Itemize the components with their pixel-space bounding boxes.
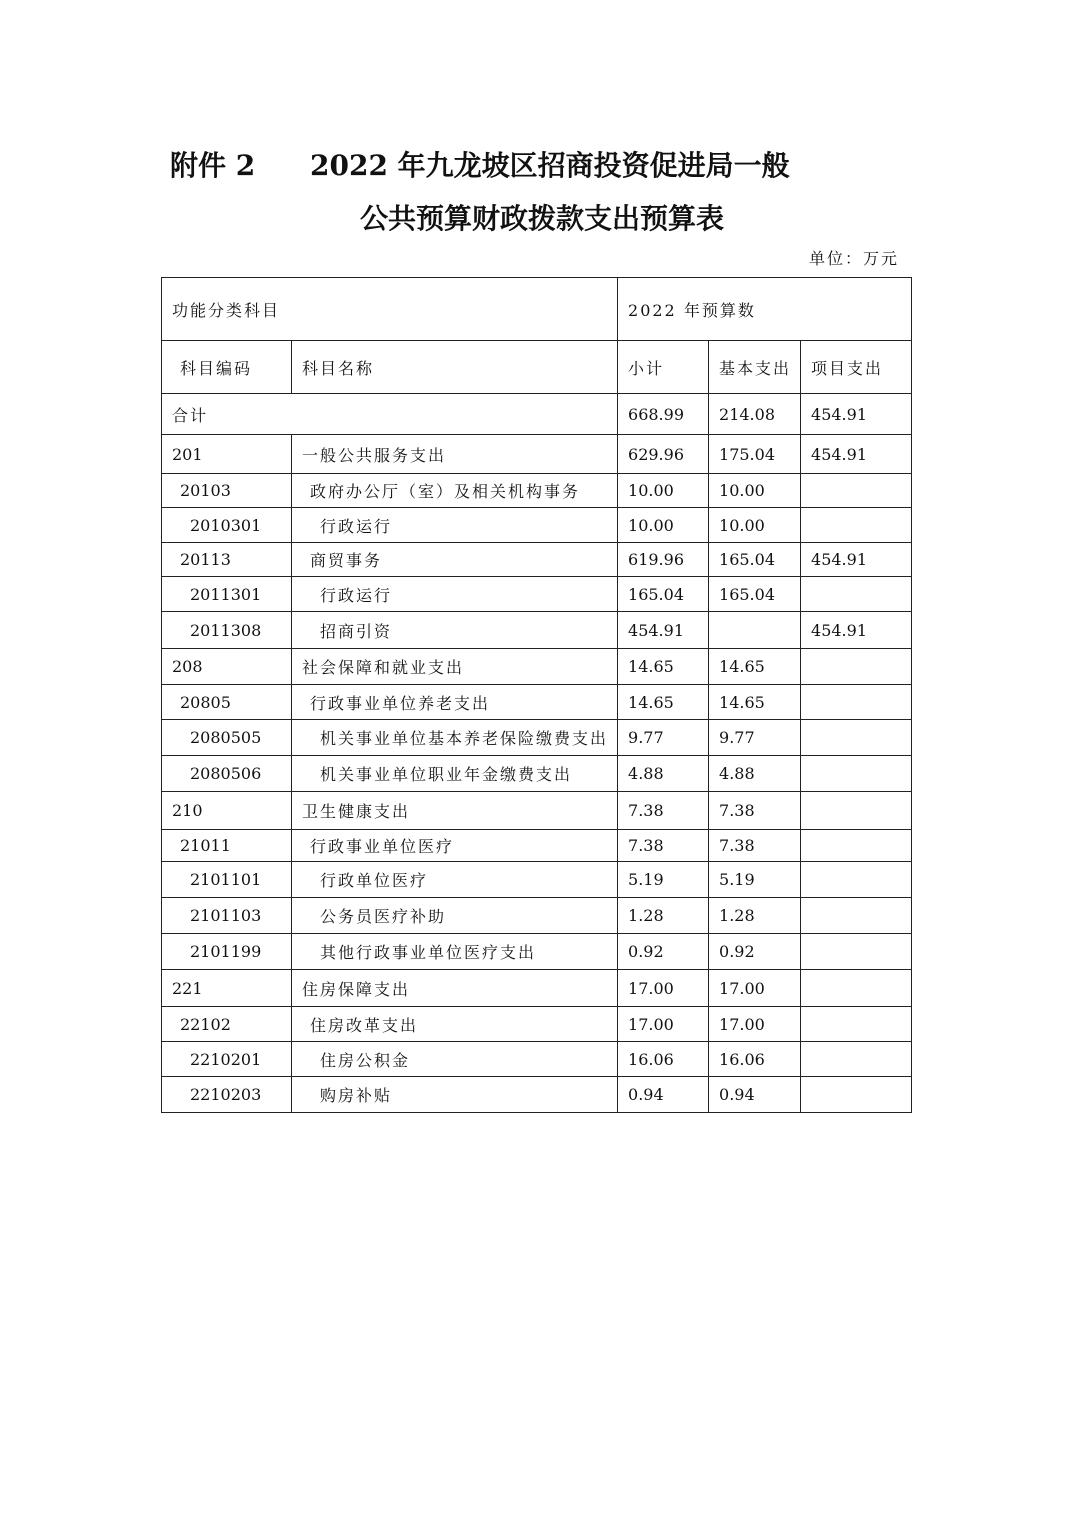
subtotal-value: 0.92 <box>618 934 709 970</box>
subtotal-value: 7.38 <box>618 792 709 830</box>
subtotal-value: 4.88 <box>618 756 709 792</box>
table-row <box>162 1042 912 1077</box>
project-expense-value <box>801 970 912 1007</box>
table-row <box>162 543 912 577</box>
subject-name: 行政运行 <box>292 508 618 543</box>
header-code: 科目编码 <box>162 341 292 394</box>
table-row <box>162 1077 912 1113</box>
header-basic: 基本支出 <box>709 341 801 394</box>
unit-label: 单位：万元 <box>808 249 899 268</box>
subject-code: 2011301 <box>162 577 292 612</box>
subject-code: 2101199 <box>162 934 292 970</box>
budget-table <box>161 277 912 1113</box>
subtotal-value: 17.00 <box>618 970 709 1007</box>
table-row <box>162 862 912 898</box>
subject-name: 卫生健康支出 <box>292 792 618 830</box>
subject-name: 住房保障支出 <box>292 970 618 1007</box>
subject-code: 20805 <box>162 685 292 720</box>
subject-name: 行政事业单位医疗 <box>292 830 618 862</box>
subject-name: 行政事业单位养老支出 <box>292 685 618 720</box>
total-subtotal: 668.99 <box>618 394 709 435</box>
table-row <box>162 577 912 612</box>
subtotal-value: 619.96 <box>618 543 709 577</box>
subject-code: 21011 <box>162 830 292 862</box>
subject-code: 20103 <box>162 474 292 508</box>
subject-code: 208 <box>162 649 292 685</box>
subtotal-value: 1.28 <box>618 898 709 934</box>
subtotal-value: 9.77 <box>618 720 709 756</box>
basic-expense-value: 10.00 <box>709 508 801 543</box>
project-expense-value <box>801 830 912 862</box>
project-expense-value <box>801 1007 912 1042</box>
subtotal-value: 14.65 <box>618 685 709 720</box>
title-line-2-wrap <box>0 197 1074 241</box>
table-row <box>162 830 912 862</box>
subject-name: 商贸事务 <box>292 543 618 577</box>
subject-code: 2210201 <box>162 1042 292 1077</box>
table-row <box>162 435 912 474</box>
header-project: 项目支出 <box>801 341 912 394</box>
basic-expense-value: 175.04 <box>709 435 801 474</box>
subtotal-value: 14.65 <box>618 649 709 685</box>
subject-name: 行政运行 <box>292 577 618 612</box>
basic-expense-value: 0.94 <box>709 1077 801 1113</box>
subject-code: 2080506 <box>162 756 292 792</box>
header-name: 科目名称 <box>292 341 618 394</box>
subject-name: 住房改革支出 <box>292 1007 618 1042</box>
subject-name: 机关事业单位基本养老保险缴费支出 <box>292 720 618 756</box>
project-expense-value <box>801 898 912 934</box>
total-basic: 214.08 <box>709 394 801 435</box>
project-expense-value <box>801 577 912 612</box>
header-function-category: 功能分类科目 <box>162 278 618 341</box>
subject-name: 机关事业单位职业年金缴费支出 <box>292 756 618 792</box>
subtotal-value: 10.00 <box>618 508 709 543</box>
subject-code: 2101101 <box>162 862 292 898</box>
basic-expense-value: 7.38 <box>709 830 801 862</box>
basic-expense-value <box>709 612 801 649</box>
subject-name: 住房公积金 <box>292 1042 618 1077</box>
header-subtotal: 小计 <box>618 341 709 394</box>
total-label: 合计 <box>162 394 618 435</box>
subtotal-value: 17.00 <box>618 1007 709 1042</box>
basic-expense-value: 17.00 <box>709 970 801 1007</box>
subject-name: 公务员医疗补助 <box>292 898 618 934</box>
subtotal-value: 165.04 <box>618 577 709 612</box>
title-line-1: 2022 年九龙坡区招商投资促进局一般 <box>310 149 790 182</box>
project-expense-value <box>801 1077 912 1113</box>
project-expense-value: 454.91 <box>801 612 912 649</box>
subject-code: 210 <box>162 792 292 830</box>
table-row <box>162 474 912 508</box>
subtotal-value: 5.19 <box>618 862 709 898</box>
subject-name: 行政单位医疗 <box>292 862 618 898</box>
table-row <box>162 612 912 649</box>
table-row <box>162 898 912 934</box>
basic-expense-value: 7.38 <box>709 792 801 830</box>
subject-code: 20113 <box>162 543 292 577</box>
subject-code: 2010301 <box>162 508 292 543</box>
basic-expense-value: 5.19 <box>709 862 801 898</box>
subtotal-value: 454.91 <box>618 612 709 649</box>
project-expense-value <box>801 508 912 543</box>
basic-expense-value: 14.65 <box>709 685 801 720</box>
subtotal-value: 16.06 <box>618 1042 709 1077</box>
project-expense-value <box>801 756 912 792</box>
table-row <box>162 1007 912 1042</box>
basic-expense-value: 9.77 <box>709 720 801 756</box>
table-row <box>162 756 912 792</box>
header-row-2 <box>162 341 912 394</box>
total-row <box>162 394 912 435</box>
table-row <box>162 792 912 830</box>
project-expense-value: 454.91 <box>801 435 912 474</box>
subject-name: 招商引资 <box>292 612 618 649</box>
project-expense-value <box>801 862 912 898</box>
header-budget-year: 2022 年预算数 <box>618 278 912 341</box>
subject-name: 一般公共服务支出 <box>292 435 618 474</box>
project-expense-value <box>801 474 912 508</box>
subject-name: 社会保障和就业支出 <box>292 649 618 685</box>
table-row <box>162 508 912 543</box>
basic-expense-value: 16.06 <box>709 1042 801 1077</box>
project-expense-value <box>801 792 912 830</box>
header-row-1 <box>162 278 912 341</box>
table-row <box>162 685 912 720</box>
subject-code: 2080505 <box>162 720 292 756</box>
total-project: 454.91 <box>801 394 912 435</box>
subtotal-value: 7.38 <box>618 830 709 862</box>
basic-expense-value: 165.04 <box>709 543 801 577</box>
subject-code: 221 <box>162 970 292 1007</box>
basic-expense-value: 4.88 <box>709 756 801 792</box>
basic-expense-value: 1.28 <box>709 898 801 934</box>
subject-code: 2011308 <box>162 612 292 649</box>
basic-expense-value: 14.65 <box>709 649 801 685</box>
title-line-2: 公共预算财政拨款支出预算表 <box>359 202 724 235</box>
subject-code: 2101103 <box>162 898 292 934</box>
subject-name: 其他行政事业单位医疗支出 <box>292 934 618 970</box>
subtotal-value: 0.94 <box>618 1077 709 1113</box>
project-expense-value: 454.91 <box>801 543 912 577</box>
subject-code: 22102 <box>162 1007 292 1042</box>
table-row <box>162 649 912 685</box>
table-row <box>162 934 912 970</box>
subject-name: 购房补贴 <box>292 1077 618 1113</box>
subject-code: 2210203 <box>162 1077 292 1113</box>
subject-code: 201 <box>162 435 292 474</box>
project-expense-value <box>801 934 912 970</box>
project-expense-value <box>801 1042 912 1077</box>
basic-expense-value: 165.04 <box>709 577 801 612</box>
subtotal-value: 629.96 <box>618 435 709 474</box>
basic-expense-value: 10.00 <box>709 474 801 508</box>
document-title <box>170 144 790 188</box>
subtotal-value: 10.00 <box>618 474 709 508</box>
project-expense-value <box>801 649 912 685</box>
table-row <box>162 720 912 756</box>
subject-name: 政府办公厅（室）及相关机构事务 <box>292 474 618 508</box>
table-row <box>162 970 912 1007</box>
basic-expense-value: 0.92 <box>709 934 801 970</box>
basic-expense-value: 17.00 <box>709 1007 801 1042</box>
attachment-label: 附件 2 <box>170 149 256 182</box>
project-expense-value <box>801 685 912 720</box>
project-expense-value <box>801 720 912 756</box>
